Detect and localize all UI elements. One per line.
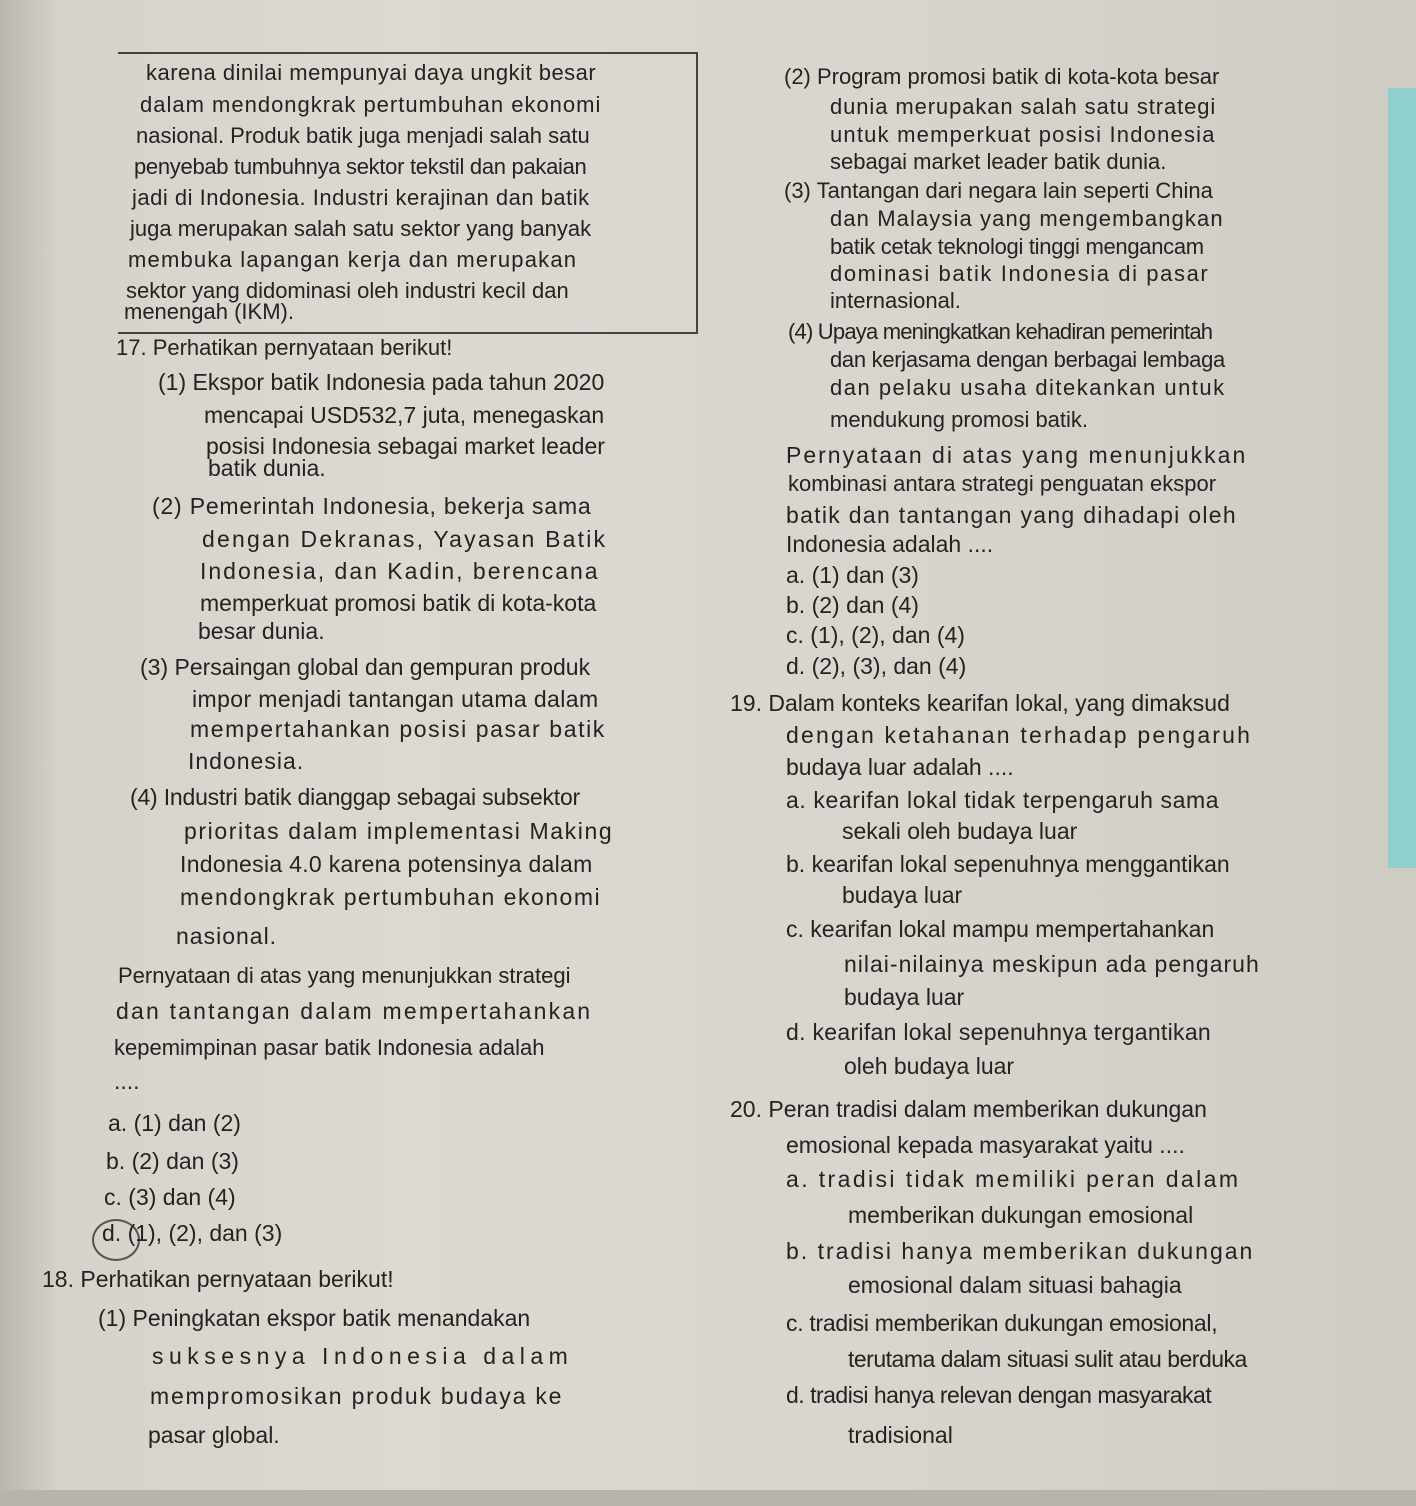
question-19-text: budaya luar adalah .... [786, 754, 1014, 780]
q18-statement: mempromosikan produk budaya ke [150, 1383, 564, 1409]
q18-option-d[interactable]: d. (2), (3), dan (4) [786, 653, 967, 679]
q20-option-d[interactable]: d. tradisi hanya relevan dengan masyarakat [786, 1382, 1212, 1408]
intro-line: menengah (IKM). [124, 299, 294, 324]
q17-statement: besar dunia. [198, 618, 325, 644]
q17-option-c[interactable]: c. (3) dan (4) [104, 1184, 236, 1210]
q18-statement: internasional. [830, 288, 961, 313]
q17-prompt: kepemimpinan pasar batik Indonesia adalah [114, 1035, 545, 1060]
q20-option-a[interactable]: a. tradisi tidak memiliki peran dalam [786, 1166, 1241, 1192]
question-20-title: 20. Peran tradisi dalam memberikan dukungan [730, 1096, 1207, 1122]
question-17-title: 17. Perhatikan pernyataan berikut! [116, 335, 453, 360]
q18-statement: dominasi batik Indonesia di pasar [830, 261, 1210, 286]
q19-option-b[interactable]: b. kearifan lokal sepenuhnya menggantikan [786, 851, 1230, 877]
q19-option-d[interactable]: d. kearifan lokal sepenuhnya tergantikan [786, 1019, 1211, 1045]
q18-statement: sebagai market leader batik dunia. [830, 149, 1167, 174]
q17-prompt: .... [114, 1068, 140, 1094]
q19-option-c-cont: nilai-nilainya meskipun ada pengaruh [844, 951, 1260, 977]
q19-option-a[interactable]: a. kearifan lokal tidak terpengaruh sama [786, 787, 1220, 813]
q17-option-b[interactable]: b. (2) dan (3) [106, 1148, 239, 1174]
q18-statement: batik cetak teknologi tinggi mengancam [830, 234, 1204, 259]
q17-statement: batik dunia. [208, 455, 326, 481]
q17-statement: Indonesia, dan Kadin, berencana [200, 558, 600, 584]
q18-statement: pasar global. [148, 1422, 280, 1448]
q18-prompt: Indonesia adalah .... [786, 531, 994, 557]
q18-statement: untuk memperkuat posisi Indonesia [830, 122, 1216, 147]
q18-statement: dunia merupakan salah satu strategi [830, 94, 1217, 119]
q17-option-a[interactable]: a. (1) dan (2) [108, 1110, 241, 1136]
q18-statement: (2) Program promosi batik di kota-kota besar [784, 64, 1220, 89]
q20-option-c[interactable]: c. tradisi memberikan dukungan emosional, [786, 1310, 1218, 1336]
intro-line: dalam mendongkrak pertumbuhan ekonomi [140, 92, 602, 117]
intro-line: karena dinilai mempunyai daya ungkit besar [146, 60, 597, 85]
q17-statement: (4) Industri batik dianggap sebagai subsektor [130, 784, 581, 810]
q18-prompt: kombinasi antara strategi penguatan ekspor [788, 471, 1217, 496]
q17-statement: mempertahankan posisi pasar batik [190, 716, 606, 742]
q18-statement: dan Malaysia yang mengembangkan [830, 206, 1224, 231]
q18-statement: suksesnya Indonesia dalam [152, 1343, 574, 1369]
q18-option-a[interactable]: a. (1) dan (3) [786, 562, 919, 588]
q18-statement: (3) Tantangan dari negara lain seperti China [784, 178, 1213, 203]
q17-statement: (3) Persaingan global dan gempuran produk [140, 654, 591, 680]
q18-statement: mendukung promosi batik. [830, 407, 1089, 432]
q17-statement: nasional. [176, 923, 278, 949]
intro-line: jadi di Indonesia. Industri kerajinan dan batik [132, 185, 590, 210]
question-19-text: dengan ketahanan terhadap pengaruh [786, 722, 1253, 748]
q17-statement: prioritas dalam implementasi Making [184, 818, 614, 844]
q17-statement: mendongkrak pertumbuhan ekonomi [180, 884, 602, 910]
q17-statement: posisi Indonesia sebagai market leader [206, 433, 605, 459]
intro-line: juga merupakan salah satu sektor yang banyak [130, 216, 592, 241]
q20-option-d-cont: tradisional [848, 1422, 953, 1448]
q20-option-b[interactable]: b. tradisi hanya memberikan dukungan [786, 1238, 1255, 1264]
q17-prompt: dan tantangan dalam mempertahankan [116, 998, 593, 1024]
q19-option-b-cont: budaya luar [842, 882, 963, 908]
intro-line: sektor yang didominasi oleh industri kecil dan [126, 278, 569, 303]
q17-statement: mencapai USD532,7 juta, menegaskan [204, 402, 605, 428]
intro-line: penyebab tumbuhnya sektor tekstil dan pakaian [134, 154, 587, 179]
q18-prompt: Pernyataan di atas yang menunjukkan [786, 442, 1248, 468]
q19-option-d-cont: oleh budaya luar [844, 1053, 1015, 1079]
intro-line: nasional. Produk batik juga menjadi salah satu [136, 123, 590, 148]
adjacent-page-edge [1388, 88, 1416, 868]
q18-option-c[interactable]: c. (1), (2), dan (4) [786, 622, 965, 648]
q17-statement: dengan Dekranas, Yayasan Batik [202, 526, 608, 552]
question-20-text: emosional kepada masyarakat yaitu .... [786, 1132, 1185, 1158]
q20-option-c-cont: terutama dalam situasi sulit atau berduka [848, 1346, 1247, 1372]
q18-statement: (1) Peningkatan ekspor batik menandakan [98, 1305, 531, 1331]
q19-option-c-cont: budaya luar [844, 984, 965, 1010]
intro-line: membuka lapangan kerja dan merupakan [128, 247, 578, 272]
q20-option-a-cont: memberikan dukungan emosional [848, 1202, 1194, 1228]
q17-statement: (2) Pemerintah Indonesia, bekerja sama [152, 493, 592, 519]
question-18-title: 18. Perhatikan pernyataan berikut! [42, 1266, 394, 1292]
q17-option-d[interactable]: d. (1), (2), dan (3) [102, 1220, 283, 1246]
question-19-title: 19. Dalam konteks kearifan lokal, yang dimaksud [730, 690, 1230, 716]
q18-option-b[interactable]: b. (2) dan (4) [786, 592, 919, 618]
q18-prompt: batik dan tantangan yang dihadapi oleh [786, 502, 1237, 528]
q17-statement: (1) Ekspor batik Indonesia pada tahun 2020 [158, 369, 605, 395]
q17-statement: memperkuat promosi batik di kota-kota [200, 590, 597, 616]
q19-option-a-cont: sekali oleh budaya luar [842, 818, 1078, 844]
q18-statement: dan pelaku usaha ditekankan untuk [830, 375, 1226, 400]
q18-statement: (4) Upaya meningkatkan kehadiran pemerintah [788, 319, 1213, 344]
q17-statement: Indonesia. [188, 748, 305, 774]
q20-option-b-cont: emosional dalam situasi bahagia [848, 1272, 1182, 1298]
q17-prompt: Pernyataan di atas yang menunjukkan strategi [118, 963, 571, 988]
q19-option-c[interactable]: c. kearifan lokal mampu mempertahankan [786, 916, 1215, 942]
page-bottom-edge [0, 1490, 1416, 1506]
q17-statement: impor menjadi tantangan utama dalam [192, 686, 599, 712]
q17-statement: Indonesia 4.0 karena potensinya dalam [180, 851, 593, 877]
q18-statement: dan kerjasama dengan berbagai lembaga [830, 347, 1225, 372]
